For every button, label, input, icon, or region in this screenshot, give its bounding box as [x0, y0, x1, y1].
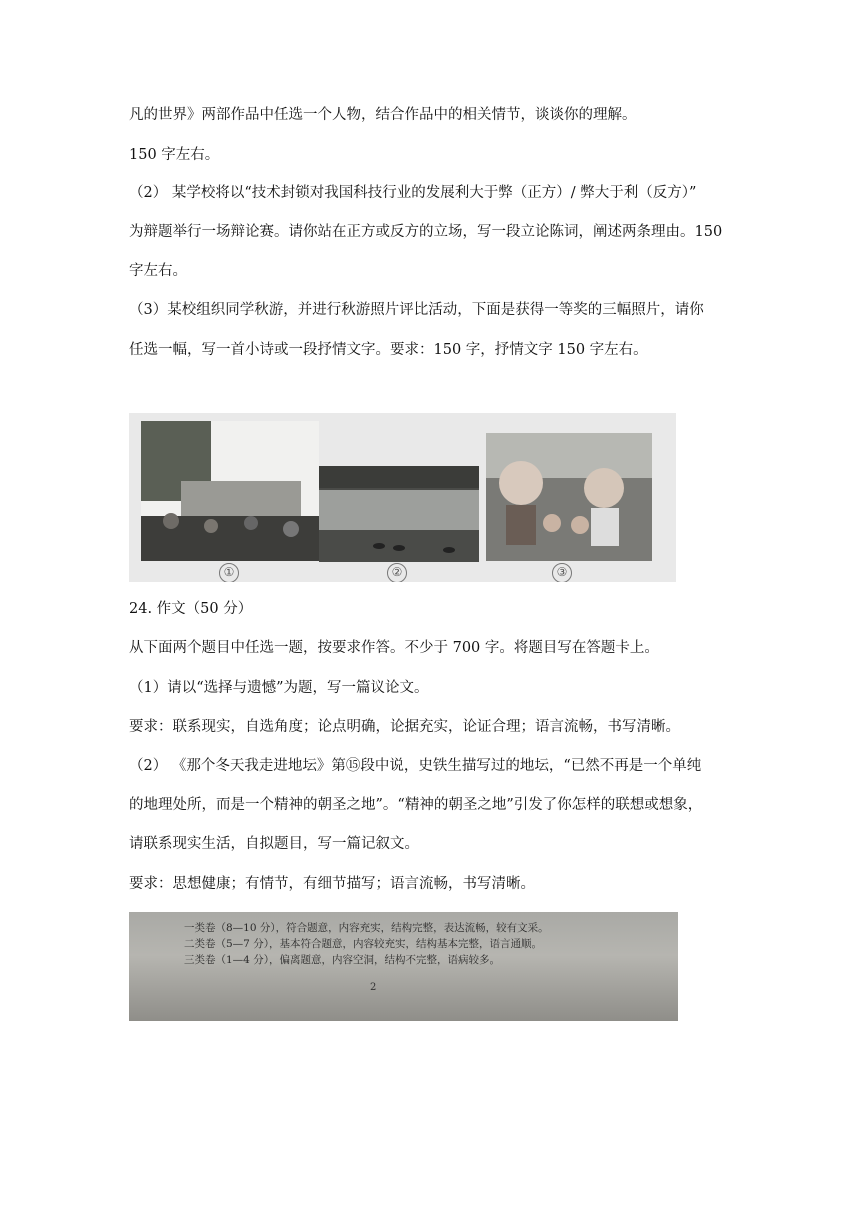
line-15: 要求：思想健康；有情节，有细节描写；语言流畅，书写清晰。: [129, 876, 535, 892]
photo-label-1: ①: [219, 563, 239, 582]
scoring-photo: [129, 912, 678, 1021]
line-14: 请联系现实生活，自拟题目，写一篇记叙文。: [129, 836, 419, 852]
photo-lake-swans: [319, 466, 479, 562]
line-2: 150 字左右。: [129, 147, 220, 163]
line-6: （3）某校组织同学秋游，并进行秋游照片评比活动，下面是获得一等奖的三幅照片，请你: [129, 302, 704, 318]
line-13: 的地理处所，而是一个精神的朝圣之地”。“精神的朝圣之地”引发了你怎样的联想或想象，: [129, 797, 703, 813]
scoring-line-3: 三类卷（1—4 分），偏离题意，内容空洞，结构不完整，语病较多。: [184, 954, 500, 966]
line-9: 从下面两个题目中任选一题，按要求作答。不少于 700 字。将题目写在答题卡上。: [129, 640, 659, 656]
photo-crowd-ruins: [141, 421, 319, 561]
line-11: 要求：联系现实，自选角度；论点明确，论据充实，论证合理；语言流畅，书写清晰。: [129, 719, 680, 735]
line-10: （1）请以“选择与遗憾”为题，写一篇议论文。: [129, 680, 429, 696]
line-8: 24. 作文（50 分）: [129, 601, 253, 617]
scoring-line-2: 二类卷（5—7 分），基本符合题意，内容较充实，结构基本完整，语言通顺。: [184, 938, 542, 950]
line-7: 任选一幅，写一首小诗或一段抒情文字。要求：150 字，抒情文字 150 字左右。: [129, 342, 648, 358]
scoring-line-1: 一类卷（8—10 分），符合题意，内容充实，结构完整，表达流畅，较有文采。: [184, 922, 549, 934]
line-12: （2） 《那个冬天我走进地坛》第⑮段中说，史铁生描写过的地坛，“已然不再是一个单纯: [129, 758, 702, 774]
line-3: （2） 某学校将以“技术封锁对我国科技行业的发展利大于弊（正方）/ 弊大于利（反方）”: [129, 185, 697, 201]
photo-strip: [129, 413, 676, 582]
photo-dolls: [486, 433, 652, 561]
photo-label-3: ③: [552, 563, 572, 582]
page-number: 2: [370, 982, 377, 993]
line-5: 字左右。: [129, 263, 187, 279]
photo-label-2: ②: [387, 563, 407, 582]
line-1: 凡的世界》两部作品中任选一个人物，结合作品中的相关情节，谈谈你的理解。: [129, 107, 637, 123]
line-4: 为辩题举行一场辩论赛。请你站在正方或反方的立场，写一段立论陈词，阐述两条理由。150: [129, 224, 723, 240]
